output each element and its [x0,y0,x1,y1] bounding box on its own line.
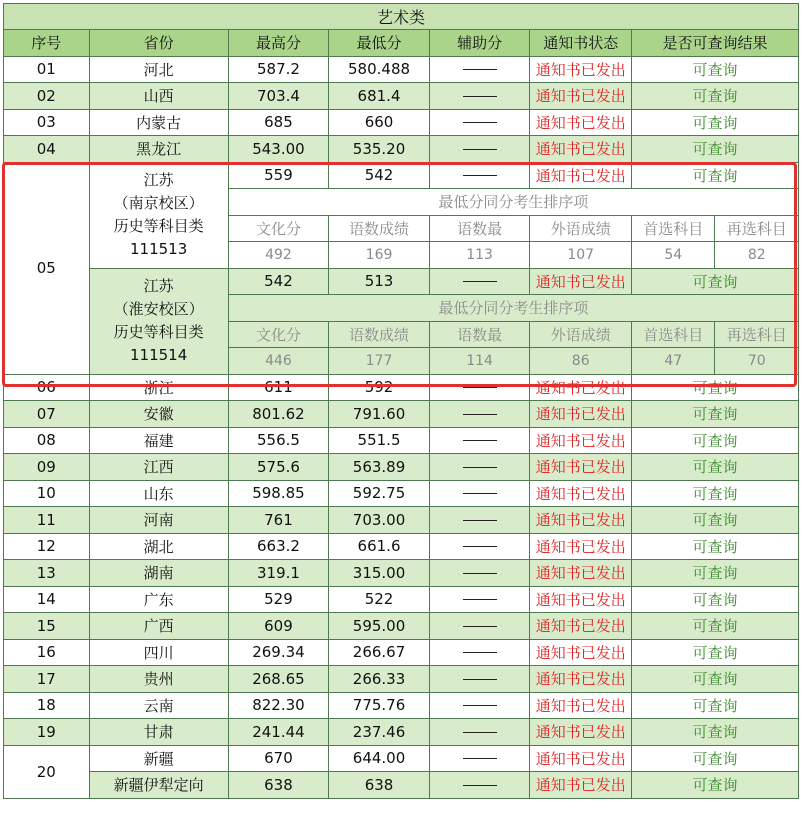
sort-value: 47 [632,348,715,375]
sort-header: 语数最 [429,321,530,348]
table-row [4,560,799,587]
row-status: 通知书已发出 [530,613,632,640]
aux-dash [429,427,530,454]
header-status: 通知书状态 [530,30,632,57]
sort-value: 86 [530,348,632,375]
row-query: 可查询 [632,719,799,746]
campus-name-line: 江苏 [143,171,174,189]
row-max: 670 [228,745,329,772]
dash-line [463,414,497,415]
aux-dash [429,745,530,772]
dash-line [463,573,497,574]
row-max: 269.34 [228,639,329,666]
sort-value: 446 [228,348,329,375]
row-province: 贵州 [89,666,228,693]
table-row [4,507,799,534]
row-max: 543.00 [228,136,329,163]
row-max: 801.62 [228,401,329,428]
table-row [4,454,799,481]
campus-query: 可查询 [632,268,799,295]
dash-line [463,175,497,176]
row-min: 660 [329,109,430,136]
row-no: 13 [4,560,90,587]
dash-line [463,520,497,521]
row-query: 可查询 [632,560,799,587]
row-query: 可查询 [632,745,799,772]
row-status: 通知书已发出 [530,83,632,110]
row-min: 791.60 [329,401,430,428]
jiangsu-campus-row [4,162,799,189]
campus-name-line: （淮安校区） [113,300,204,318]
table-row [4,586,799,613]
sort-value: 169 [329,242,430,269]
table-row [4,83,799,110]
row-province: 山东 [89,480,228,507]
row-province: 新疆 [89,745,228,772]
row-min: 237.46 [329,719,430,746]
xinjiang-no: 20 [4,745,90,798]
score-table [3,3,799,799]
row-province: 内蒙古 [89,109,228,136]
row-min: 644.00 [329,745,430,772]
aux-dash [429,772,530,799]
row-min: 703.00 [329,507,430,534]
sort-header: 再选科目 [715,215,799,242]
sort-label: 最低分同分考生排序项 [228,295,798,322]
table-row [4,613,799,640]
header-province: 省份 [89,30,228,57]
row-status: 通知书已发出 [530,560,632,587]
row-province: 河北 [89,56,228,83]
jiangsu-no: 05 [4,162,90,374]
sort-header: 再选科目 [715,321,799,348]
aux-dash [429,136,530,163]
dash-line [463,69,497,70]
table-row [4,427,799,454]
row-query: 可查询 [632,772,799,799]
header-min: 最低分 [329,30,430,57]
row-min: 775.76 [329,692,430,719]
table-row [4,374,799,401]
dash-line [463,652,497,653]
row-min: 592.75 [329,480,430,507]
row-query: 可查询 [632,374,799,401]
row-status: 通知书已发出 [530,56,632,83]
row-province: 山西 [89,83,228,110]
row-query: 可查询 [632,427,799,454]
campus-query: 可查询 [632,162,799,189]
row-max: 268.65 [228,666,329,693]
aux-dash [429,692,530,719]
table-row [4,401,799,428]
dash-line [463,732,497,733]
row-max: 319.1 [228,560,329,587]
row-status: 通知书已发出 [530,480,632,507]
sort-label: 最低分同分考生排序项 [228,189,798,216]
dash-line [463,467,497,468]
row-max: 638 [228,772,329,799]
jiangsu-campus-name [89,162,228,268]
row-query: 可查询 [632,109,799,136]
dash-line [463,96,497,97]
dash-line [463,440,497,441]
row-min: 551.5 [329,427,430,454]
row-min: 592 [329,374,430,401]
row-no: 01 [4,56,90,83]
jiangsu-campus-row [4,268,799,295]
row-no: 04 [4,136,90,163]
row-status: 通知书已发出 [530,772,632,799]
row-status: 通知书已发出 [530,109,632,136]
row-no: 16 [4,639,90,666]
aux-dash [429,533,530,560]
header-row [4,30,799,57]
row-province: 黑龙江 [89,136,228,163]
aux-dash [429,401,530,428]
jiangsu-campus-name [89,268,228,374]
row-query: 可查询 [632,666,799,693]
campus-max: 559 [228,162,329,189]
dash-line [463,281,497,282]
row-max: 529 [228,586,329,613]
row-max: 609 [228,613,329,640]
row-status: 通知书已发出 [530,639,632,666]
campus-name-line: 历史等科目类 [113,217,204,235]
aux-dash [429,586,530,613]
aux-dash [429,507,530,534]
row-province: 湖南 [89,560,228,587]
campus-min: 513 [329,268,430,295]
row-status: 通知书已发出 [530,507,632,534]
dash-line [463,149,497,150]
row-max: 663.2 [228,533,329,560]
aux-dash [429,162,530,189]
campus-status: 通知书已发出 [530,268,632,295]
row-min: 266.67 [329,639,430,666]
campus-name-line: 历史等科目类 [113,323,204,341]
table-row [4,666,799,693]
aux-dash [429,56,530,83]
aux-dash [429,719,530,746]
aux-dash [429,666,530,693]
row-no: 07 [4,401,90,428]
campus-status: 通知书已发出 [530,162,632,189]
row-min: 315.00 [329,560,430,587]
row-max: 611 [228,374,329,401]
row-max: 241.44 [228,719,329,746]
row-query: 可查询 [632,56,799,83]
row-min: 661.6 [329,533,430,560]
row-min: 522 [329,586,430,613]
row-status: 通知书已发出 [530,666,632,693]
row-no: 17 [4,666,90,693]
aux-dash [429,268,530,295]
row-max: 822.30 [228,692,329,719]
dash-line [463,546,497,547]
sort-value: 492 [228,242,329,269]
header-no: 序号 [4,30,90,57]
row-query: 可查询 [632,454,799,481]
title-row [4,4,799,30]
row-status: 通知书已发出 [530,719,632,746]
row-query: 可查询 [632,507,799,534]
aux-dash [429,83,530,110]
table-row [4,480,799,507]
row-min: 638 [329,772,430,799]
table-row [4,692,799,719]
row-query: 可查询 [632,480,799,507]
header-query: 是否可查询结果 [632,30,799,57]
row-min: 580.488 [329,56,430,83]
sort-value: 107 [530,242,632,269]
row-no: 19 [4,719,90,746]
table-row [4,136,799,163]
row-status: 通知书已发出 [530,692,632,719]
aux-dash [429,560,530,587]
row-min: 266.33 [329,666,430,693]
table-title: 艺术类 [4,4,799,30]
row-province: 云南 [89,692,228,719]
sort-header: 外语成绩 [530,321,632,348]
row-province: 四川 [89,639,228,666]
row-province: 福建 [89,427,228,454]
row-max: 685 [228,109,329,136]
row-status: 通知书已发出 [530,454,632,481]
dash-line [463,626,497,627]
sort-value: 82 [715,242,799,269]
row-no: 09 [4,454,90,481]
row-status: 通知书已发出 [530,533,632,560]
row-no: 10 [4,480,90,507]
row-min: 535.20 [329,136,430,163]
row-query: 可查询 [632,401,799,428]
header-aux: 辅助分 [429,30,530,57]
sort-value: 114 [429,348,530,375]
dash-line [463,387,497,388]
row-no: 12 [4,533,90,560]
campus-min: 542 [329,162,430,189]
row-max: 556.5 [228,427,329,454]
xinjiang-row [4,745,799,772]
row-province: 江西 [89,454,228,481]
row-query: 可查询 [632,613,799,640]
dash-line [463,758,497,759]
row-max: 703.4 [228,83,329,110]
row-no: 14 [4,586,90,613]
row-province: 河南 [89,507,228,534]
table-row [4,109,799,136]
table-body [4,4,799,799]
row-no: 08 [4,427,90,454]
row-status: 通知书已发出 [530,586,632,613]
row-no: 06 [4,374,90,401]
row-max: 761 [228,507,329,534]
campus-name-line: （南京校区） [113,194,204,212]
row-province: 甘肃 [89,719,228,746]
campus-name-line: 111514 [130,346,188,364]
row-min: 563.89 [329,454,430,481]
dash-line [463,785,497,786]
row-no: 02 [4,83,90,110]
sort-header: 语数最 [429,215,530,242]
row-province: 广西 [89,613,228,640]
row-query: 可查询 [632,586,799,613]
row-status: 通知书已发出 [530,745,632,772]
row-query: 可查询 [632,83,799,110]
sort-header: 语数成绩 [329,215,430,242]
xinjiang-row [4,772,799,799]
row-min: 595.00 [329,613,430,640]
sort-header: 外语成绩 [530,215,632,242]
row-no: 18 [4,692,90,719]
table-row [4,719,799,746]
row-no: 15 [4,613,90,640]
sort-header: 首选科目 [632,321,715,348]
sort-header: 首选科目 [632,215,715,242]
table-row [4,533,799,560]
row-query: 可查询 [632,639,799,666]
aux-dash [429,480,530,507]
row-province: 湖北 [89,533,228,560]
sort-header: 文化分 [228,321,329,348]
aux-dash [429,639,530,666]
table-row [4,56,799,83]
campus-name-line: 江苏 [143,277,174,295]
aux-dash [429,454,530,481]
row-status: 通知书已发出 [530,427,632,454]
sort-value: 70 [715,348,799,375]
row-no: 11 [4,507,90,534]
table-row [4,639,799,666]
row-province: 安徽 [89,401,228,428]
sort-value: 54 [632,242,715,269]
row-query: 可查询 [632,136,799,163]
dash-line [463,599,497,600]
dash-line [463,493,497,494]
dash-line [463,122,497,123]
row-min: 681.4 [329,83,430,110]
aux-dash [429,374,530,401]
row-query: 可查询 [632,692,799,719]
sort-header: 文化分 [228,215,329,242]
aux-dash [429,109,530,136]
campus-name-line: 111513 [130,240,188,258]
row-query: 可查询 [632,533,799,560]
row-province: 广东 [89,586,228,613]
row-max: 575.6 [228,454,329,481]
sort-header: 语数成绩 [329,321,430,348]
dash-line [463,705,497,706]
row-max: 587.2 [228,56,329,83]
row-no: 03 [4,109,90,136]
row-province: 新疆伊犁定向 [89,772,228,799]
campus-max: 542 [228,268,329,295]
row-status: 通知书已发出 [530,374,632,401]
row-max: 598.85 [228,480,329,507]
row-province: 浙江 [89,374,228,401]
dash-line [463,679,497,680]
aux-dash [429,613,530,640]
row-status: 通知书已发出 [530,136,632,163]
row-status: 通知书已发出 [530,401,632,428]
sort-value: 177 [329,348,430,375]
sort-value: 113 [429,242,530,269]
header-max: 最高分 [228,30,329,57]
